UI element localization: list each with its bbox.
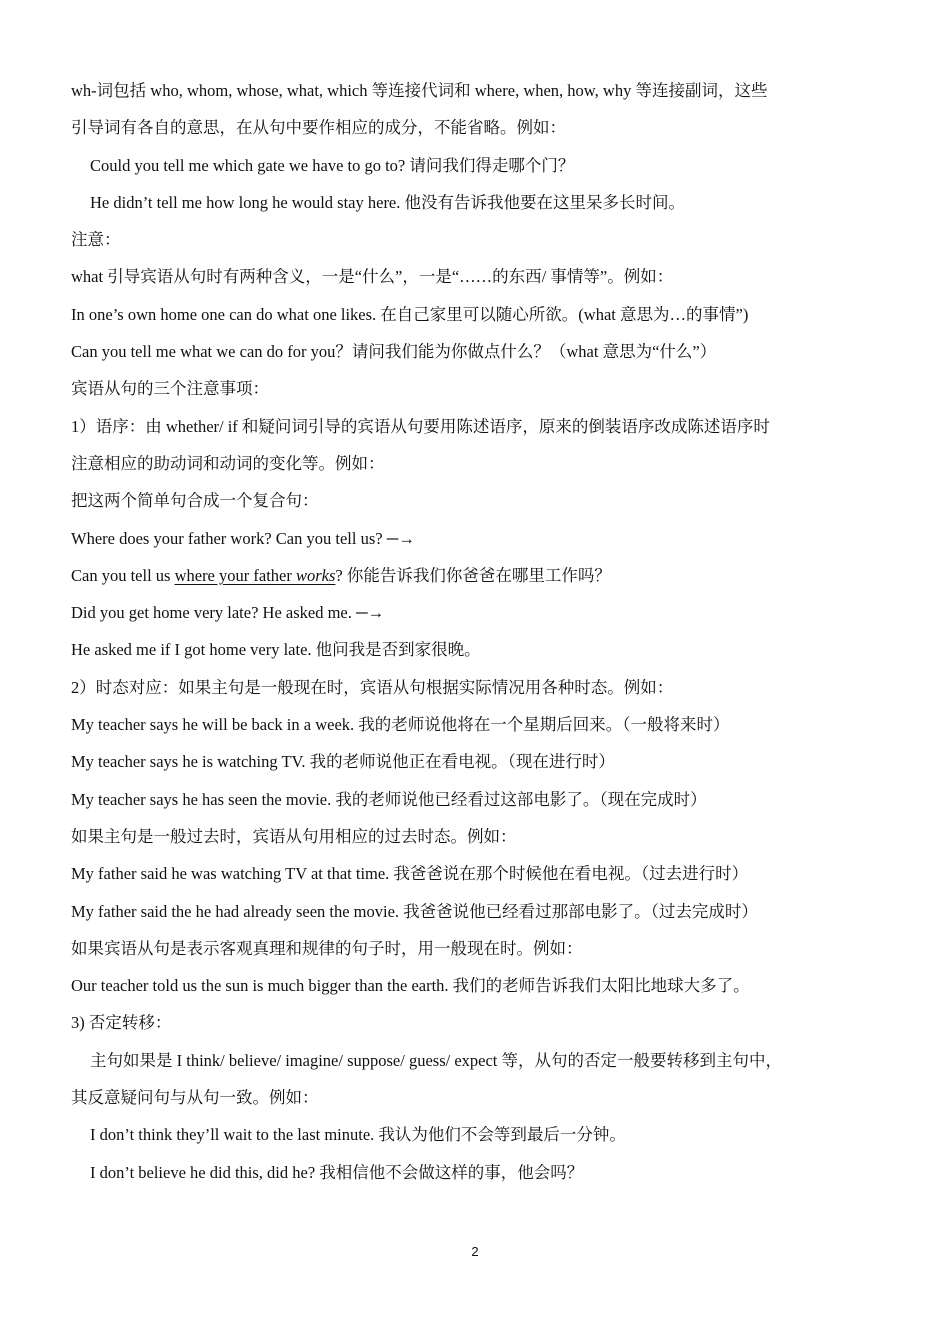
text-line: 注意相应的助动词和动词的变化等。例如：	[71, 453, 385, 473]
example-line: My father said the he had already seen the movie. 我爸爸说他已经看过那部电影了。（过去完成时）	[71, 901, 758, 921]
text-line: 如果宾语从句是表示客观真理和规律的句子时，用一般现在时。例如：	[71, 938, 583, 958]
text-line: 如果主句是一般过去时，宾语从句用相应的过去时态。例如：	[71, 826, 517, 846]
example-line: In one’s own home one can do what one likes. 在自己家里可以随心所欲。(what 意思为…的事情”)	[71, 304, 749, 324]
example-line: I don’t think they’ll wait to the last minute. 我认为他们不会等到最后一分钟。	[90, 1125, 626, 1145]
example-line: I don’t believe he did this, did he? 我相信他不会做这样的事，他会吗？	[90, 1162, 584, 1182]
text-line: what 引导宾语从句时有两种含义，一是“什么”，一是“……的东西/ 事情等”。例如：	[71, 267, 674, 287]
example-line: My teacher says he will be back in a week. 我的老师说他将在一个星期后回来。（一般将来时）	[71, 715, 730, 735]
line-segment: Can you tell us	[71, 565, 175, 585]
text-line: 1）语序：由 whether/ if 和疑问词引导的宾语从句要用陈述语序，原来的倒装语序改成陈述语序时	[71, 416, 770, 436]
example-line: Where does your father work? Can you tell us? ─→	[71, 528, 415, 548]
text-line: 主句如果是 I think/ believe/ imagine/ suppose/ guess/ expect 等，从句的否定一般要转移到主句中，	[90, 1050, 783, 1070]
page-number: 2	[471, 1244, 479, 1259]
text-line: 把这两个简单句合成一个复合句：	[71, 491, 319, 511]
note-heading: 注意：	[71, 230, 121, 250]
example-line: My father said he was watching TV at that time. 我爸爸说在那个时候他在看电视。（过去进行时）	[71, 864, 749, 884]
example-line: Our teacher told us the sun is much bigger than the earth. 我们的老师告诉我们太阳比地球大多了。	[71, 976, 750, 996]
underlined-text: where your father	[174, 565, 296, 585]
text-line: 2）时态对应：如果主句是一般现在时，宾语从句根据实际情况用各种时态。例如：	[71, 677, 674, 697]
underlined-clause	[175, 566, 336, 585]
example-line: Could you tell me which gate we have to go to? 请问我们得走哪个门？	[90, 155, 575, 175]
text-line: wh-词包括 who, whom, whose, what, which 等连接代词和 where, when, how, why 等连接副词，这些	[71, 81, 768, 100]
example-line: Can you tell me what we can do for you？请问我们能为你做点什么？（what 意思为“什么”）	[71, 342, 717, 362]
line-segment: ? 你能告诉我们你爸爸在哪里工作吗？	[335, 565, 611, 585]
section-heading: 宾语从句的三个注意事项：	[71, 379, 269, 399]
example-line: My teacher says he has seen the movie. 我的老师说他已经看过这部电影了。（现在完成时）	[71, 789, 707, 809]
example-line: Did you get home very late? He asked me. ─→	[71, 603, 385, 623]
example-line-underlined	[71, 557, 883, 594]
example-line: He asked me if I got home very late. 他问我是否到家很晚。	[71, 640, 481, 660]
page-body	[71, 72, 883, 1191]
italic-verb: works	[295, 565, 336, 585]
text-line: 其反意疑问句与从句一致。例如：	[71, 1088, 319, 1108]
example-line: He didn’t tell me how long he would stay here. 他没有告诉我他要在这里呆多长时间。	[90, 192, 686, 212]
example-line: My teacher says he is watching TV. 我的老师说他正在看电视。（现在进行时）	[71, 752, 615, 772]
section-heading: 3) 否定转移：	[71, 1013, 172, 1033]
text-line: 引导词有各自的意思，在从句中要作相应的成分，不能省略。例如：	[71, 118, 566, 138]
